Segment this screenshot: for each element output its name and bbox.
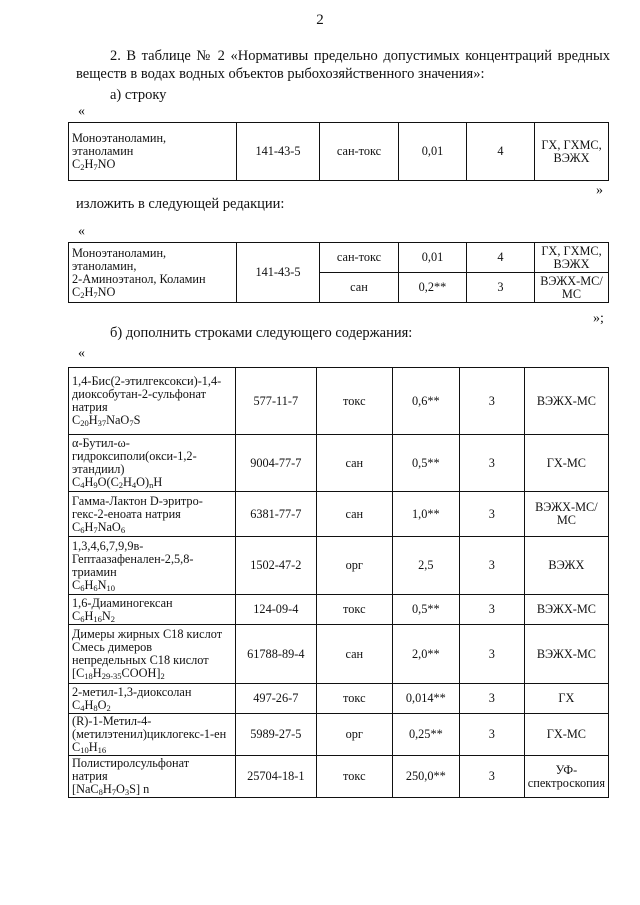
analysis-methods: ГХ-МС — [524, 435, 608, 492]
substance-name-line: этандиил) — [72, 462, 125, 476]
hazard-class: 3 — [459, 714, 524, 756]
new-row-value-2: 0,2** — [399, 273, 467, 303]
added-rows-table — [68, 367, 609, 798]
hazard-class: 3 — [459, 435, 524, 492]
substance-formula: $C_{20}H_{37}NaO_7S$ — [72, 413, 141, 428]
cas-number: 25704-18-1 — [235, 756, 316, 798]
substance-name — [69, 492, 236, 537]
substance-name-line: Полистиролсульфонат — [72, 756, 190, 770]
hazard-indicator: орг — [316, 537, 392, 595]
old-row-name: Моноэтаноламин, этаноламин $C_2H_7NO$ — [69, 123, 237, 181]
substance-name-line: диоксобутан-2-сульфонат — [72, 387, 206, 401]
hazard-indicator: токс — [316, 756, 392, 798]
substance-name — [69, 756, 236, 798]
concentration-value: 250,0** — [392, 756, 459, 798]
concentration-value: 0,6** — [392, 368, 459, 435]
substance-name-line: 1,3,4,6,7,9,9в- — [72, 538, 144, 553]
substance-formula: $C_6H_{16}N_2$ — [72, 608, 115, 624]
old-row-cas: 141-43-5 — [237, 123, 320, 181]
new-row-formula: $C_2H_7NO$ — [72, 284, 116, 300]
cas-number: 9004-77-7 — [235, 435, 316, 492]
table-row — [69, 756, 609, 798]
substance-name-line: Димеры жирных С18 кислот — [72, 627, 223, 641]
item-b-text: б) дополнить строками следующего содержания: — [110, 325, 413, 341]
hazard-class: 3 — [459, 368, 524, 435]
cas-number: 124-09-4 — [235, 595, 316, 625]
table-row — [69, 684, 609, 714]
hazard-class: 3 — [459, 492, 524, 537]
analysis-methods: ВЭЖХ-МС — [524, 625, 608, 684]
substance-name — [69, 595, 236, 625]
old-row-table — [68, 122, 609, 181]
cas-number: 6381-77-7 — [235, 492, 316, 537]
substance-name-line: 1,4-Бис(2-этилгексокси)-1,4- — [72, 374, 222, 388]
substance-formula: $[C_{18}H_{29-35}COOH]_2$ — [72, 666, 165, 681]
close-quote-2: »; — [593, 311, 604, 326]
old-row-methods: ГХ, ГХМС, ВЭЖХ — [535, 123, 609, 181]
new-row-class-2: 3 — [467, 273, 535, 303]
analysis-methods: ГХ-МС — [524, 714, 608, 756]
substance-name — [69, 625, 236, 684]
concentration-value: 2,0** — [392, 625, 459, 684]
analysis-methods: ВЭЖХ — [524, 537, 608, 595]
substance-name-line: Смесь димеров — [72, 640, 153, 654]
hazard-indicator: токс — [316, 595, 392, 625]
substance-name — [69, 714, 236, 756]
substance-name-line: α-Бутил-ω- — [72, 436, 130, 450]
substance-name-line: 1,6-Диаминогексан — [72, 595, 173, 610]
substance-name-line: 2-метил-1,3-диоксолан — [72, 684, 192, 699]
substance-name-line: Гамма-Лактон D-эритро- — [72, 493, 203, 508]
substance-name-line: триамин — [72, 564, 117, 579]
open-quote-1: « — [78, 104, 85, 119]
new-row-cas: 141-43-5 — [237, 243, 320, 303]
table-row — [69, 368, 609, 435]
table-row — [69, 537, 609, 595]
concentration-value: 0,25** — [392, 714, 459, 756]
new-row-class-1: 4 — [467, 243, 535, 273]
substance-name — [69, 537, 236, 595]
old-row-hazard: сан-токс — [320, 123, 399, 181]
analysis-methods: ГХ — [524, 684, 608, 714]
new-row-hazard-1: сан-токс — [320, 243, 399, 273]
substance-name — [69, 684, 236, 714]
hazard-indicator: токс — [316, 684, 392, 714]
old-row-value: 0,01 — [399, 123, 467, 181]
hazard-class: 3 — [459, 537, 524, 595]
table-row — [69, 595, 609, 625]
cas-number: 497-26-7 — [235, 684, 316, 714]
substance-name-line: (метилэтенил)циклогекс-1-ен — [72, 727, 227, 741]
hazard-indicator: орг — [316, 714, 392, 756]
analysis-methods: УФ-спектроскопия — [524, 756, 608, 798]
open-quote-3: « — [78, 346, 85, 361]
substance-name — [69, 435, 236, 492]
item-a-label: а) строку — [110, 87, 167, 103]
hazard-indicator: сан — [316, 625, 392, 684]
substance-name — [69, 368, 236, 435]
hazard-class: 3 — [459, 625, 524, 684]
old-row-class: 4 — [467, 123, 535, 181]
concentration-value: 0,014** — [392, 684, 459, 714]
page-number: 2 — [316, 12, 324, 28]
added-rows-body — [69, 368, 609, 798]
analysis-methods: ВЭЖХ-МС — [524, 595, 608, 625]
substance-formula: $[NaC_8H_7O_3S]$ n — [72, 782, 150, 797]
hazard-class: 3 — [459, 756, 524, 798]
substance-name-line: гидроксиполи(окси-1,2- — [72, 449, 197, 463]
substance-formula: $C_4H_8O_2$ — [72, 697, 111, 713]
old-row-formula: $C_2H_7NO$ — [72, 157, 116, 172]
cas-number: 577-11-7 — [235, 368, 316, 435]
new-row-methods-1: ГХ, ГХМС, ВЭЖХ — [535, 243, 609, 273]
hazard-class: 3 — [459, 684, 524, 714]
substance-formula: $C_{10}H_{16}$ — [72, 740, 107, 755]
substance-formula: $C_6H_6N_{10}$ — [72, 577, 115, 593]
substance-name-line: натрия — [72, 400, 108, 414]
table-row — [69, 625, 609, 684]
substance-formula: $C_4H_9O(C_2H_4O)_nH$ — [72, 475, 163, 490]
cas-number: 1502-47-2 — [235, 537, 316, 595]
table-row — [69, 714, 609, 756]
hazard-indicator: сан — [316, 492, 392, 537]
substance-name-line: натрия — [72, 769, 108, 783]
table-row — [69, 492, 609, 537]
new-row-table — [68, 242, 609, 303]
open-quote-2: « — [78, 224, 85, 239]
new-row-name: Моноэтаноламин, этаноламин, 2-Аминоэтанол, Коламин $C_2H_7NO$ — [69, 243, 237, 303]
intro-paragraph: 2. В таблице № 2 «Нормативы предельно допустимых концентраций вредных веществ в водах водных объектов рыбохозяйственного значения»: — [76, 48, 610, 82]
hazard-indicator: токс — [316, 368, 392, 435]
new-row-value-1: 0,01 — [399, 243, 467, 273]
cas-number: 61788-89-4 — [235, 625, 316, 684]
substance-name-line: гекс-2-еноата натрия — [72, 506, 181, 521]
cas-number: 5989-27-5 — [235, 714, 316, 756]
substance-name-line: (R)-1-Метил-4- — [72, 714, 152, 728]
table-row — [69, 435, 609, 492]
new-row-methods-2: ВЭЖХ-МС/МС — [535, 273, 609, 303]
hazard-indicator: сан — [316, 435, 392, 492]
close-quote-1: » — [596, 183, 603, 198]
concentration-value: 0,5** — [392, 595, 459, 625]
analysis-methods: ВЭЖХ-МС — [524, 368, 608, 435]
new-row-hazard-2: сан — [320, 273, 399, 303]
concentration-value: 2,5 — [392, 537, 459, 595]
concentration-value: 0,5** — [392, 435, 459, 492]
analysis-methods: ВЭЖХ-МС/МС — [524, 492, 608, 537]
substance-name-line: Гептаазафеналeн-2,5,8- — [72, 551, 194, 566]
concentration-value: 1,0** — [392, 492, 459, 537]
hazard-class: 3 — [459, 595, 524, 625]
redaction-text: изложить в следующей редакции: — [76, 196, 285, 212]
substance-name-line: непредельных С18 кислот — [72, 653, 209, 667]
substance-formula: $C_6H_7NaO_6$ — [72, 519, 126, 535]
